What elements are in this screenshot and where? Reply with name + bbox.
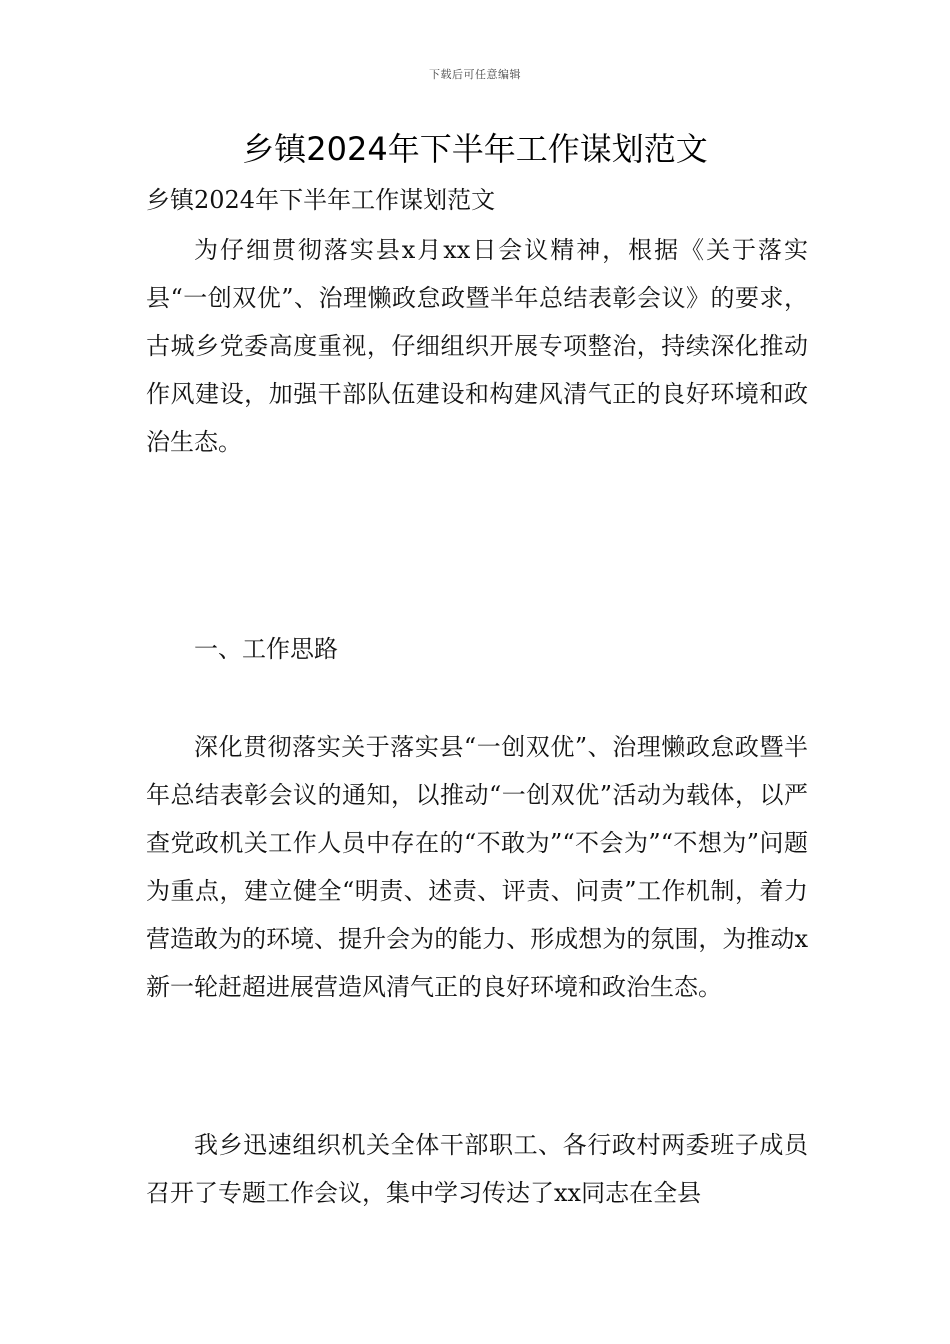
- paragraph-work-ideas: 深化贯彻落实关于落实县“一创双优”、治理懒政怠政暨半年总结表彰会议的通知，以推动“一创双优”活动为载体，以严查党政机关工作人员中存在的“不敢为”“不会为”“不想为”问题为重点，建立健全“明责、述责、评责、问责”工作机制，着力营造敢为的环境、提升会为的能力、形成想为的氛围，为推动x新一轮赶超进展营造风清气正的良好环境和政治生态。: [146, 733, 808, 1001]
- document-subtitle: 乡镇2024年下半年工作谋划范文: [146, 186, 496, 214]
- paragraph-intro: 为仔细贯彻落实县x月xx日会议精神，根据《关于落实县“一创双优”、治理懒政怠政暨半年总结表彰会议》的要求，古城乡党委高度重视，仔细组织开展专项整治，持续深化推动作风建设，加强干部队伍建设和构建风清气正的良好环境和政治生态。: [146, 236, 808, 456]
- document-title: 乡镇2024年下半年工作谋划范文: [242, 130, 708, 168]
- header-note: 下载后可任意编辑: [429, 68, 521, 81]
- section-heading-work-ideas: 一、工作思路: [194, 635, 338, 663]
- paragraph-meeting: 我乡迅速组织机关全体干部职工、各行政村两委班子成员召开了专题工作会议，集中学习传达了xx同志在全县: [146, 1131, 808, 1207]
